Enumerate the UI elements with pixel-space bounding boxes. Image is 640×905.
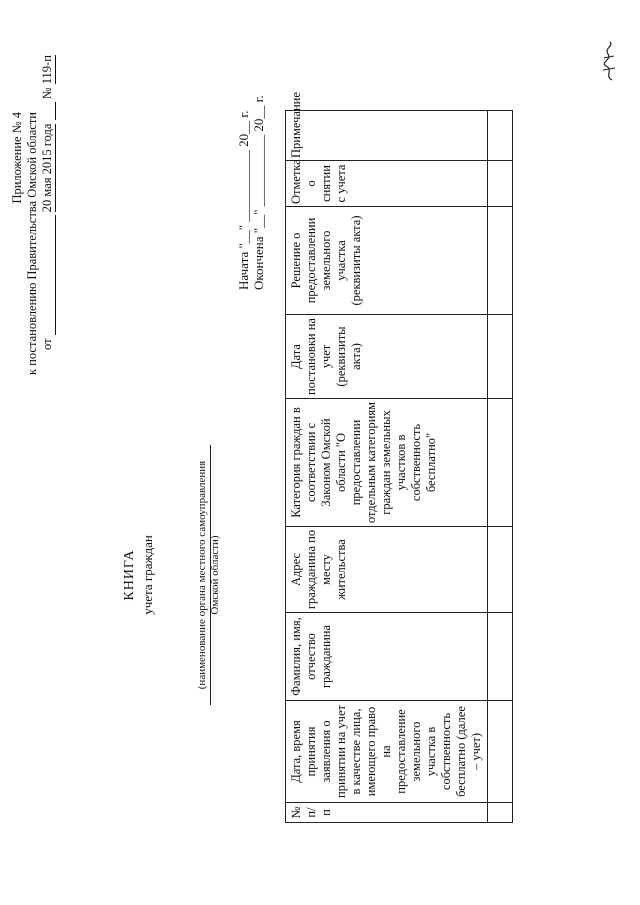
book-title: КНИГА xyxy=(122,549,137,601)
col-header-removal-mark: Отметка о снятии с учета xyxy=(286,161,488,207)
from-blank xyxy=(40,215,56,335)
col-header-address: Адрес гражданина по месту жительства xyxy=(286,527,488,613)
date-blank xyxy=(40,102,56,120)
appendix-line2: к постановлению Правительства Омской области xyxy=(25,112,39,376)
col-header-number: № п/п xyxy=(286,803,488,823)
col-header-notes: Примечание xyxy=(286,111,488,161)
col-header-land-decision: Решение о предоставлении земельного участка (реквизиты акта) xyxy=(286,207,488,315)
org-caption-2: Омской области) xyxy=(209,535,221,615)
appendix-line3 xyxy=(40,55,56,350)
appendix-date: 20 мая 2015 года xyxy=(40,123,54,213)
table-cell[interactable] xyxy=(488,207,513,315)
handwritten-signature xyxy=(598,40,620,84)
table-cell[interactable] xyxy=(488,803,513,823)
from-label: от xyxy=(40,338,54,350)
started-line: Начата "__" ___________ 20__ г. xyxy=(236,110,251,290)
book-subtitle: учета граждан xyxy=(140,535,155,615)
table-cell[interactable] xyxy=(488,399,513,527)
appendix-number: 119-п xyxy=(40,55,54,85)
org-caption-1: (наименование органа местного самоуправления xyxy=(196,460,208,690)
table-cell[interactable] xyxy=(488,527,513,613)
col-header-registration-date: Дата постановки на учет (реквизиты акта) xyxy=(286,315,488,399)
table-cell[interactable] xyxy=(488,701,513,803)
table-cell[interactable] xyxy=(488,613,513,701)
table-header-row xyxy=(286,111,488,823)
col-header-application-date: Дата, время принятия заявления о принятии на учет в качестве лица, имеющего право на предоставление земельного участка в собственность бесплатно (далее – учет) xyxy=(286,701,488,803)
appendix-line1: Приложение № 4 xyxy=(10,112,24,204)
col-header-full-name: Фамилия, имя, отчество гражданина xyxy=(286,613,488,701)
registration-table xyxy=(285,92,513,823)
col-header-category: Категория граждан в соответствии с Законом Омской области "О предоставлении отдельным категориям граждан земельных участков в собственность бесплатно" xyxy=(286,399,488,527)
number-label: № xyxy=(40,87,54,100)
table-cell[interactable] xyxy=(488,161,513,207)
table-cell[interactable] xyxy=(488,111,513,161)
ended-line: Окончена "__" ___________ 20__ г. xyxy=(251,95,266,290)
table-cell[interactable] xyxy=(488,315,513,399)
table-row xyxy=(488,111,513,823)
